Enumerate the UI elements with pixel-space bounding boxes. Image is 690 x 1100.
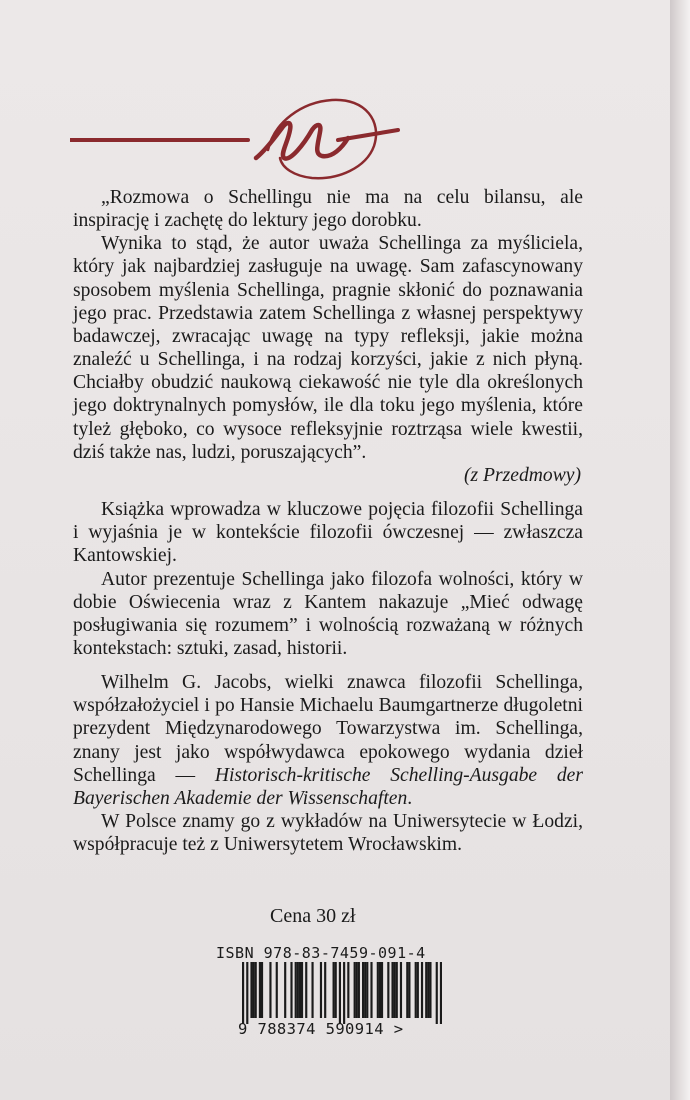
isbn-label: ISBN 978-83-7459-091-4 xyxy=(216,944,426,962)
barcode-bar xyxy=(290,962,292,1018)
barcode-bar xyxy=(436,962,438,1024)
barcode-bar xyxy=(364,962,366,1018)
author-text-end: . xyxy=(407,787,413,809)
price: Cena 30 zł xyxy=(270,905,356,927)
barcode-bar xyxy=(356,962,358,1018)
barcode-bar xyxy=(354,962,356,1018)
barcode-bar xyxy=(324,962,326,1018)
cover-text xyxy=(73,186,583,856)
citation-text: (z Przedmowy) xyxy=(464,464,581,486)
section-gap xyxy=(73,660,583,671)
barcode-bar xyxy=(333,962,335,1018)
isbn-barcode xyxy=(242,962,442,1024)
book-paragraph-1: Książka wprowadza w kluczowe pojęcia filozofii Schellinga i wyjaśnia je w kontekście filozofii ówczesnej — zwłaszcza Kantowskiej. xyxy=(73,499,583,567)
barcode-bar xyxy=(396,962,398,1018)
barcode-bar xyxy=(370,962,372,1018)
edition-title: Historisch-kritische Schelling-Ausgabe der Bayerischen Akademie der Wissenschaften xyxy=(73,764,583,809)
quote-citation xyxy=(73,464,583,487)
author-paragraph-2: W Polsce znamy go z wykładów na Uniwersytecie w Łodzi, współpracuje też z Uniwersytetem Wrocławskim. xyxy=(73,811,583,856)
barcode-bar xyxy=(301,962,303,1018)
barcode-bar xyxy=(347,962,349,1018)
barcode-bar xyxy=(400,962,402,1018)
barcode-digits: 9 788374 590914 > xyxy=(238,1020,404,1038)
barcode-bar xyxy=(295,962,297,1018)
publisher-logo-icon xyxy=(70,92,400,182)
barcode-bar xyxy=(242,962,244,1024)
barcode-bar xyxy=(255,962,257,1018)
barcode-bar xyxy=(311,962,313,1018)
barcode-bar xyxy=(269,962,271,1018)
barcode-bar xyxy=(427,962,429,1018)
quote-paragraph-2: Wynika to stąd, że autor uważa Schellinga za myśliciela, który jak najbardziej zasługuje na uwagę. Sam zafascynowany sposobem myślenia Schellinga, pragnie skłonić do poznawania jego prac. Przedstawia zatem Schellinga z własnej perspektywy badawczej, zwracając uwagę na typy refleksji, jakie można znaleźć u Schellinga, i na rodzaj korzyści, jakie z nich płyną. Chciałby obudzić naukową ciekawość nie tyle dla określonych jego doktrynalnych pomysłów, ile dla toku jego myślenia, które tyleż głęboko, co wysoce refleksyjnie roztrząsa wiele kwestii, dziś także nas, ludzi, poruszających”. xyxy=(73,233,583,463)
barcode-bar xyxy=(366,962,368,1018)
barcode-bar xyxy=(253,962,255,1018)
barcode-bar xyxy=(335,962,337,1018)
barcode-bar xyxy=(381,962,383,1018)
barcode-bar xyxy=(246,962,248,1024)
author-paragraph-1 xyxy=(73,671,583,810)
barcode-bar xyxy=(297,962,299,1018)
barcode-bar xyxy=(320,962,322,1018)
barcode-bar xyxy=(429,962,431,1018)
barcode-bar xyxy=(250,962,252,1018)
barcode-bar xyxy=(343,962,345,1024)
barcode-bar xyxy=(377,962,379,1018)
barcode-bar xyxy=(379,962,381,1018)
barcode-bar xyxy=(362,962,364,1018)
barcode-bar xyxy=(259,962,261,1018)
barcode-bar xyxy=(417,962,419,1018)
barcode-bar xyxy=(440,962,442,1024)
quote-paragraph-1: „Rozmowa o Schellingu nie ma na celu bilansu, ale inspirację i zachętę do lektury jego dorobku. xyxy=(73,187,583,232)
barcode-bar xyxy=(276,962,278,1018)
barcode-bar xyxy=(394,962,396,1018)
barcode-bar xyxy=(339,962,341,1024)
barcode-bar xyxy=(305,962,307,1018)
barcode-bar xyxy=(408,962,410,1018)
barcode-bar xyxy=(284,962,286,1018)
author-text: Wilhelm G. Jacobs, wielki znawca filozofii Schellinga, współzałożyciel i po Hansie Michaelu Baumgartnerze długoletni prezydent Międzynarodowego Towarzystwa im. Schellinga, znany jest jako współwydawca epokowego wydania dzieł Schellinga — xyxy=(73,672,583,786)
barcode-bar xyxy=(415,962,417,1018)
barcode-bar xyxy=(391,962,393,1018)
section-gap xyxy=(73,487,583,498)
barcode-bar xyxy=(387,962,389,1018)
barcode-bar xyxy=(261,962,263,1018)
barcode-bar xyxy=(421,962,423,1018)
barcode-bar xyxy=(358,962,360,1018)
barcode-bar xyxy=(425,962,427,1018)
barcode-bar xyxy=(299,962,301,1018)
barcode-bar xyxy=(406,962,408,1018)
book-paragraph-2: Autor prezentuje Schellinga jako filozofa wolności, który w dobie Oświecenia wraz z Kantem nakazuje „Mieć odwagę posługiwania się rozumem” i wolnością rozważaną w różnych kontekstach: sztuki, zasad, historii. xyxy=(73,568,583,659)
spine-edge xyxy=(670,0,690,1100)
